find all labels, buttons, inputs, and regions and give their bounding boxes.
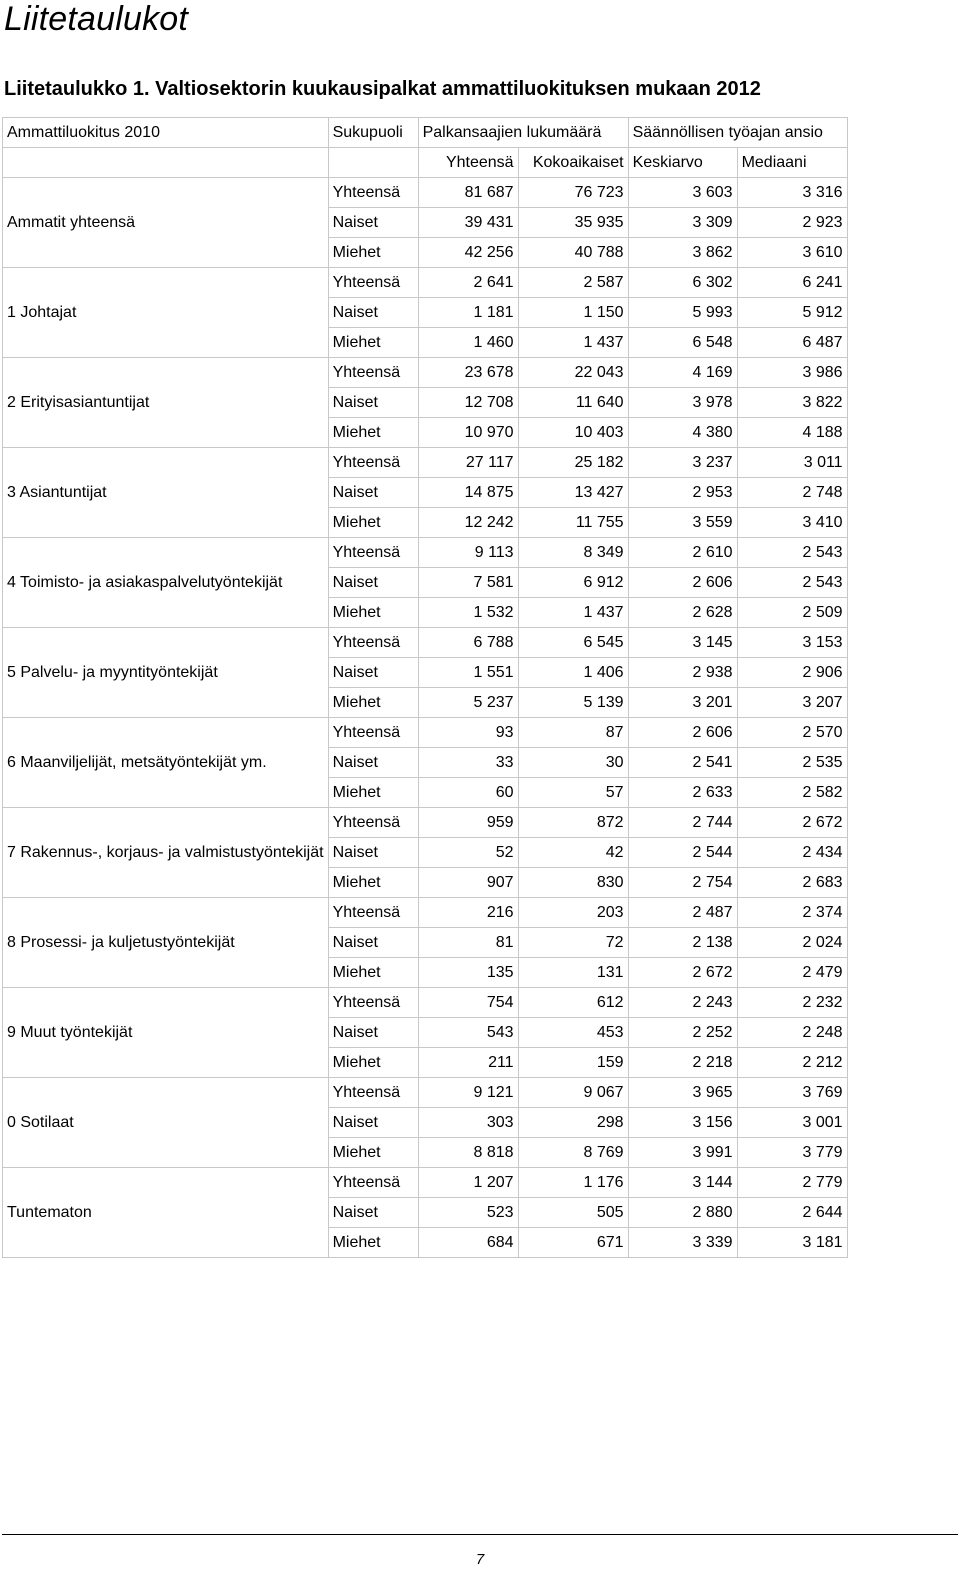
sex-cell: Miehet [328, 418, 418, 448]
salary-median-cell: 6 487 [737, 328, 847, 358]
salary-median-cell: 2 479 [737, 958, 847, 988]
sex-cell: Yhteensä [328, 358, 418, 388]
count-total-cell: 1 532 [418, 598, 518, 628]
sex-cell: Yhteensä [328, 898, 418, 928]
salary-median-cell: 3 986 [737, 358, 847, 388]
salary-mean-cell: 2 938 [628, 658, 737, 688]
salary-median-cell: 3 610 [737, 238, 847, 268]
salary-mean-cell: 2 628 [628, 598, 737, 628]
salary-mean-cell: 2 672 [628, 958, 737, 988]
sex-cell: Naiset [328, 298, 418, 328]
sex-cell: Naiset [328, 478, 418, 508]
count-total-cell: 23 678 [418, 358, 518, 388]
count-fulltime-cell: 87 [518, 718, 628, 748]
salary-median-cell: 2 582 [737, 778, 847, 808]
salary-mean-cell: 3 339 [628, 1228, 737, 1258]
salary-median-cell: 3 153 [737, 628, 847, 658]
salary-median-cell: 3 769 [737, 1078, 847, 1108]
count-fulltime-cell: 1 437 [518, 328, 628, 358]
count-fulltime-cell: 159 [518, 1048, 628, 1078]
count-total-cell: 42 256 [418, 238, 518, 268]
count-total-cell: 303 [418, 1108, 518, 1138]
sex-cell: Miehet [328, 958, 418, 988]
count-fulltime-cell: 8 349 [518, 538, 628, 568]
salary-median-cell: 2 434 [737, 838, 847, 868]
salary-median-cell: 3 779 [737, 1138, 847, 1168]
header-mean: Keskiarvo [628, 148, 737, 178]
table-row [3, 448, 848, 478]
salary-mean-cell: 2 606 [628, 718, 737, 748]
table-row [3, 358, 848, 388]
count-fulltime-cell: 9 067 [518, 1078, 628, 1108]
salary-median-cell: 2 683 [737, 868, 847, 898]
header-total: Yhteensä [418, 148, 518, 178]
salary-median-cell: 3 011 [737, 448, 847, 478]
salary-median-cell: 4 188 [737, 418, 847, 448]
salary-median-cell: 2 024 [737, 928, 847, 958]
count-fulltime-cell: 830 [518, 868, 628, 898]
sex-cell: Miehet [328, 238, 418, 268]
table-row [3, 808, 848, 838]
salary-mean-cell: 2 544 [628, 838, 737, 868]
sex-cell: Yhteensä [328, 1078, 418, 1108]
sex-cell: Naiset [328, 838, 418, 868]
count-fulltime-cell: 10 403 [518, 418, 628, 448]
count-fulltime-cell: 671 [518, 1228, 628, 1258]
salary-mean-cell: 2 541 [628, 748, 737, 778]
count-total-cell: 27 117 [418, 448, 518, 478]
count-fulltime-cell: 42 [518, 838, 628, 868]
salary-mean-cell: 6 302 [628, 268, 737, 298]
sex-cell: Yhteensä [328, 178, 418, 208]
table-row [3, 1168, 848, 1198]
table-title: Liitetaulukko 1. Valtiosektorin kuukausipalkat ammattiluokituksen mukaan 2012 [4, 78, 761, 100]
sex-cell: Naiset [328, 748, 418, 778]
sex-cell: Naiset [328, 1018, 418, 1048]
table-row [3, 718, 848, 748]
sex-cell: Naiset [328, 928, 418, 958]
salary-median-cell: 2 248 [737, 1018, 847, 1048]
count-total-cell: 543 [418, 1018, 518, 1048]
count-total-cell: 1 207 [418, 1168, 518, 1198]
header-row-2 [3, 148, 848, 178]
table-row [3, 988, 848, 1018]
count-total-cell: 135 [418, 958, 518, 988]
table-row [3, 898, 848, 928]
count-fulltime-cell: 11 755 [518, 508, 628, 538]
occupation-group-label: 1 Johtajat [3, 268, 329, 358]
salary-median-cell: 2 906 [737, 658, 847, 688]
count-total-cell: 2 641 [418, 268, 518, 298]
header-count-group: Palkansaajien lukumäärä [418, 118, 628, 148]
occupation-group-label: 4 Toimisto- ja asiakaspalvelutyöntekijät [3, 538, 329, 628]
salary-mean-cell: 2 953 [628, 478, 737, 508]
sex-cell: Naiset [328, 1198, 418, 1228]
count-total-cell: 216 [418, 898, 518, 928]
salary-mean-cell: 3 991 [628, 1138, 737, 1168]
occupation-group-label: 5 Palvelu- ja myyntityöntekijät [3, 628, 329, 718]
salary-mean-cell: 6 548 [628, 328, 737, 358]
count-fulltime-cell: 76 723 [518, 178, 628, 208]
count-fulltime-cell: 13 427 [518, 478, 628, 508]
salary-mean-cell: 3 603 [628, 178, 737, 208]
sex-cell: Miehet [328, 328, 418, 358]
count-total-cell: 60 [418, 778, 518, 808]
occupation-group-label: 3 Asiantuntijat [3, 448, 329, 538]
salary-median-cell: 2 644 [737, 1198, 847, 1228]
sex-cell: Miehet [328, 508, 418, 538]
salary-mean-cell: 3 145 [628, 628, 737, 658]
count-total-cell: 684 [418, 1228, 518, 1258]
sex-cell: Naiset [328, 388, 418, 418]
salary-mean-cell: 3 862 [628, 238, 737, 268]
salary-mean-cell: 2 754 [628, 868, 737, 898]
count-fulltime-cell: 872 [518, 808, 628, 838]
count-total-cell: 52 [418, 838, 518, 868]
salary-median-cell: 2 374 [737, 898, 847, 928]
salary-median-cell: 5 912 [737, 298, 847, 328]
occupation-group-label: 9 Muut työntekijät [3, 988, 329, 1078]
sex-cell: Yhteensä [328, 718, 418, 748]
count-total-cell: 9 121 [418, 1078, 518, 1108]
sex-cell: Yhteensä [328, 268, 418, 298]
page-number: 7 [475, 1551, 485, 1568]
header-row-1 [3, 118, 848, 148]
salary-mean-cell: 3 965 [628, 1078, 737, 1108]
salary-median-cell: 3 316 [737, 178, 847, 208]
count-total-cell: 12 708 [418, 388, 518, 418]
count-fulltime-cell: 35 935 [518, 208, 628, 238]
salary-mean-cell: 5 993 [628, 298, 737, 328]
table-body [3, 178, 848, 1258]
occupation-group-label: 8 Prosessi- ja kuljetustyöntekijät [3, 898, 329, 988]
salary-mean-cell: 2 610 [628, 538, 737, 568]
salary-median-cell: 2 212 [737, 1048, 847, 1078]
sex-cell: Yhteensä [328, 1168, 418, 1198]
header-empty-cell [3, 148, 329, 178]
sex-cell: Yhteensä [328, 448, 418, 478]
count-fulltime-cell: 57 [518, 778, 628, 808]
count-total-cell: 523 [418, 1198, 518, 1228]
count-fulltime-cell: 25 182 [518, 448, 628, 478]
salary-median-cell: 2 570 [737, 718, 847, 748]
salary-median-cell: 2 748 [737, 478, 847, 508]
salary-median-cell: 3 181 [737, 1228, 847, 1258]
occupation-group-label: Ammatit yhteensä [3, 178, 329, 268]
count-total-cell: 93 [418, 718, 518, 748]
page-title: Liitetaulukot [4, 0, 189, 38]
header-sex: Sukupuoli [328, 118, 418, 148]
sex-cell: Naiset [328, 568, 418, 598]
count-total-cell: 14 875 [418, 478, 518, 508]
salary-median-cell: 2 232 [737, 988, 847, 1018]
sex-cell: Miehet [328, 598, 418, 628]
count-fulltime-cell: 453 [518, 1018, 628, 1048]
table-row [3, 1078, 848, 1108]
salary-median-cell: 3 001 [737, 1108, 847, 1138]
sex-cell: Miehet [328, 688, 418, 718]
sex-cell: Miehet [328, 1048, 418, 1078]
count-fulltime-cell: 1 150 [518, 298, 628, 328]
sex-cell: Naiset [328, 1108, 418, 1138]
salary-median-cell: 2 779 [737, 1168, 847, 1198]
count-fulltime-cell: 5 139 [518, 688, 628, 718]
footer-divider [2, 1534, 958, 1535]
count-fulltime-cell: 11 640 [518, 388, 628, 418]
salary-median-cell: 2 543 [737, 538, 847, 568]
count-fulltime-cell: 1 406 [518, 658, 628, 688]
table-row [3, 178, 848, 208]
count-fulltime-cell: 8 769 [518, 1138, 628, 1168]
salary-mean-cell: 2 633 [628, 778, 737, 808]
occupation-group-label: Tuntematon [3, 1168, 329, 1258]
header-empty-cell [328, 148, 418, 178]
count-fulltime-cell: 30 [518, 748, 628, 778]
salary-median-cell: 3 410 [737, 508, 847, 538]
table-row [3, 268, 848, 298]
count-fulltime-cell: 6 912 [518, 568, 628, 598]
salary-mean-cell: 4 380 [628, 418, 737, 448]
header-occupation: Ammattiluokitus 2010 [3, 118, 329, 148]
salary-mean-cell: 3 309 [628, 208, 737, 238]
sex-cell: Miehet [328, 778, 418, 808]
salary-median-cell: 3 207 [737, 688, 847, 718]
header-fulltime: Kokoaikaiset [518, 148, 628, 178]
count-total-cell: 7 581 [418, 568, 518, 598]
count-fulltime-cell: 298 [518, 1108, 628, 1138]
count-total-cell: 959 [418, 808, 518, 838]
count-total-cell: 907 [418, 868, 518, 898]
salary-mean-cell: 3 237 [628, 448, 737, 478]
salary-mean-cell: 3 156 [628, 1108, 737, 1138]
header-salary-group: Säännöllisen työajan ansio [628, 118, 847, 148]
sex-cell: Naiset [328, 658, 418, 688]
sex-cell: Naiset [328, 208, 418, 238]
count-fulltime-cell: 131 [518, 958, 628, 988]
sex-cell: Miehet [328, 868, 418, 898]
count-total-cell: 81 687 [418, 178, 518, 208]
salary-mean-cell: 2 218 [628, 1048, 737, 1078]
count-fulltime-cell: 6 545 [518, 628, 628, 658]
count-fulltime-cell: 505 [518, 1198, 628, 1228]
salary-mean-cell: 2 138 [628, 928, 737, 958]
salary-median-cell: 3 822 [737, 388, 847, 418]
occupation-group-label: 7 Rakennus-, korjaus- ja valmistustyöntekijät [3, 808, 329, 898]
count-total-cell: 9 113 [418, 538, 518, 568]
count-total-cell: 1 460 [418, 328, 518, 358]
sex-cell: Yhteensä [328, 628, 418, 658]
count-fulltime-cell: 22 043 [518, 358, 628, 388]
occupation-group-label: 2 Erityisasiantuntijat [3, 358, 329, 448]
count-total-cell: 8 818 [418, 1138, 518, 1168]
salary-mean-cell: 2 880 [628, 1198, 737, 1228]
salary-mean-cell: 2 606 [628, 568, 737, 598]
occupation-group-label: 0 Sotilaat [3, 1078, 329, 1168]
salary-median-cell: 2 509 [737, 598, 847, 628]
count-fulltime-cell: 612 [518, 988, 628, 1018]
count-total-cell: 5 237 [418, 688, 518, 718]
occupation-group-label: 6 Maanviljelijät, metsätyöntekijät ym. [3, 718, 329, 808]
count-total-cell: 39 431 [418, 208, 518, 238]
count-total-cell: 33 [418, 748, 518, 778]
salary-mean-cell: 4 169 [628, 358, 737, 388]
count-fulltime-cell: 40 788 [518, 238, 628, 268]
count-fulltime-cell: 203 [518, 898, 628, 928]
salary-mean-cell: 3 144 [628, 1168, 737, 1198]
salary-mean-cell: 2 744 [628, 808, 737, 838]
sex-cell: Yhteensä [328, 538, 418, 568]
header-median: Mediaani [737, 148, 847, 178]
count-total-cell: 754 [418, 988, 518, 1018]
salary-median-cell: 2 543 [737, 568, 847, 598]
salary-mean-cell: 3 559 [628, 508, 737, 538]
table-row [3, 628, 848, 658]
table-header [3, 118, 848, 178]
salary-median-cell: 6 241 [737, 268, 847, 298]
count-total-cell: 1 181 [418, 298, 518, 328]
sex-cell: Miehet [328, 1138, 418, 1168]
count-fulltime-cell: 2 587 [518, 268, 628, 298]
count-fulltime-cell: 1 437 [518, 598, 628, 628]
salary-mean-cell: 3 978 [628, 388, 737, 418]
count-total-cell: 10 970 [418, 418, 518, 448]
count-total-cell: 6 788 [418, 628, 518, 658]
table-row [3, 538, 848, 568]
salary-mean-cell: 2 487 [628, 898, 737, 928]
count-fulltime-cell: 1 176 [518, 1168, 628, 1198]
count-total-cell: 12 242 [418, 508, 518, 538]
count-total-cell: 211 [418, 1048, 518, 1078]
salary-median-cell: 2 672 [737, 808, 847, 838]
salary-mean-cell: 3 201 [628, 688, 737, 718]
salary-median-cell: 2 923 [737, 208, 847, 238]
count-fulltime-cell: 72 [518, 928, 628, 958]
salary-mean-cell: 2 252 [628, 1018, 737, 1048]
sex-cell: Yhteensä [328, 988, 418, 1018]
sex-cell: Miehet [328, 1228, 418, 1258]
count-total-cell: 1 551 [418, 658, 518, 688]
salary-mean-cell: 2 243 [628, 988, 737, 1018]
count-total-cell: 81 [418, 928, 518, 958]
salary-table [2, 117, 848, 1258]
sex-cell: Yhteensä [328, 808, 418, 838]
salary-median-cell: 2 535 [737, 748, 847, 778]
